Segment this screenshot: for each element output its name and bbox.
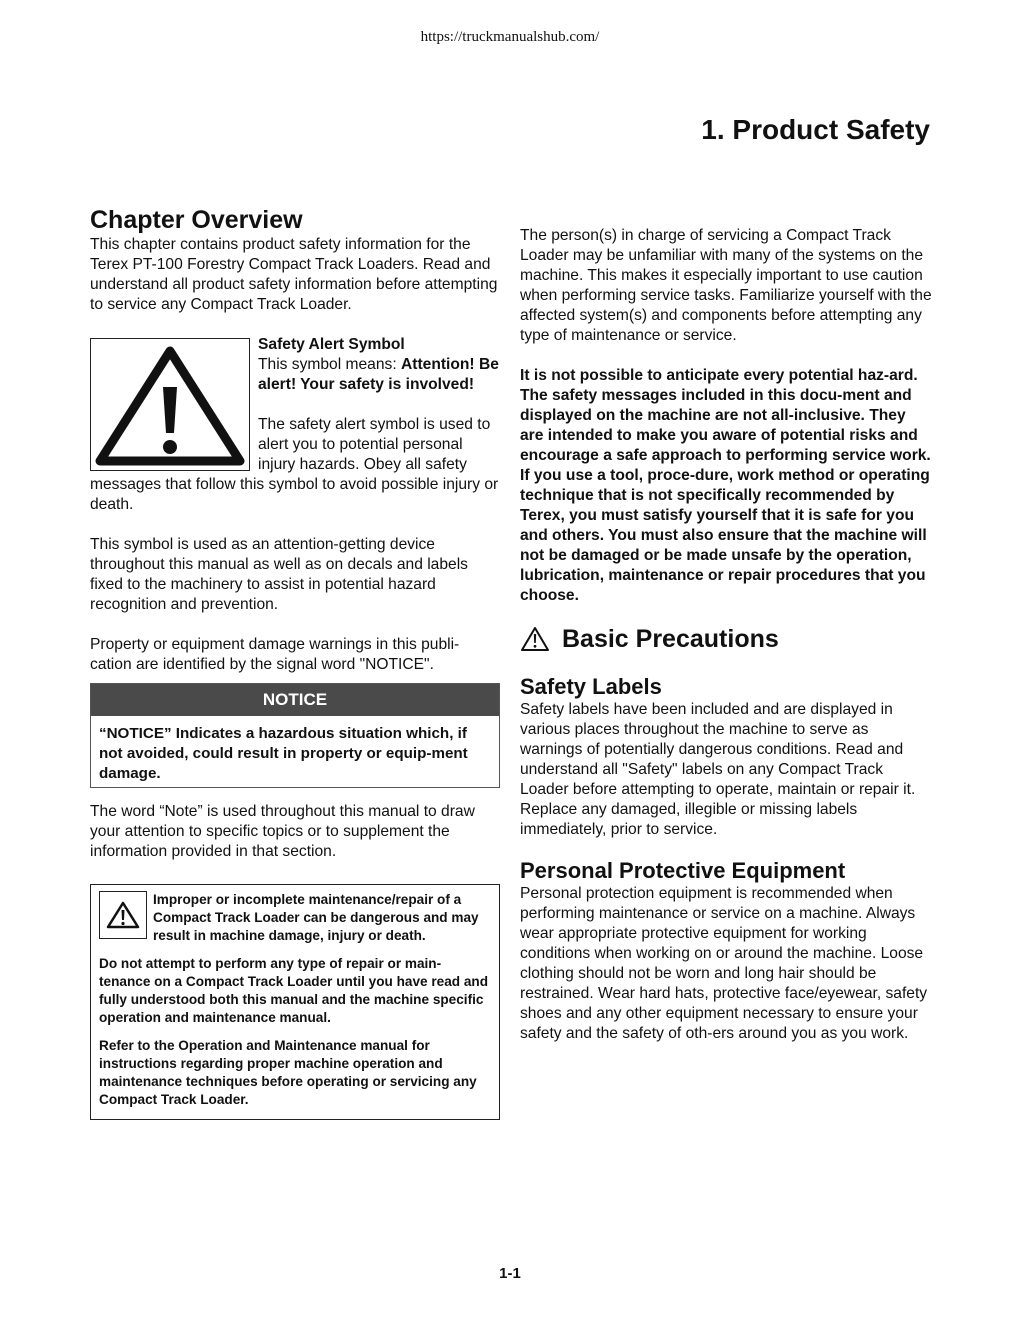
warning-triangle-icon xyxy=(520,626,550,652)
safety-labels-heading: Safety Labels xyxy=(520,674,662,699)
notice-body: “NOTICE” Indicates a hazardous situation which, if not avoided, could result in property or equip-ment damage. xyxy=(99,725,468,782)
safety-alert-description: The safety alert symbol is used to alert you to potential personal injury hazards. Obey all safety messages that follow this symbol to avoid possible injury or death. xyxy=(90,416,499,513)
basic-precautions-heading: Basic Precautions xyxy=(562,625,779,653)
safety-alert-section xyxy=(90,335,500,515)
safety-alert-symbol-box xyxy=(90,338,250,471)
page-number: 1-1 xyxy=(499,1265,521,1282)
warning-icon-box xyxy=(99,891,147,939)
chapter-overview-heading: Chapter Overview xyxy=(90,206,303,234)
page-title: 1. Product Safety xyxy=(701,114,930,145)
property-warning-text: Property or equipment damage warnings in this publi-cation are identified by the signal word "NOTICE". xyxy=(90,636,460,673)
ppe-text: Personal protection equipment is recommended when performing maintenance or service on a machine. Always wear appropriate protective equipment for working conditions when working on or around the machine. Loose clothing should not be worn and long hair should be restrained. Wear hard hats, protective face/eyewear, safety shoes and any other equipment necessary to ensure your safety and the safety of oth-ers around you as you work. xyxy=(520,885,928,1042)
warning-paragraph-1: Do not attempt to perform any type of repair or main-tenance on a Compact Track Loader until you have read and fully understood both this manual and the machine specific operation and maintenance manual. xyxy=(99,956,489,1025)
safety-alert-title: Safety Alert Symbol xyxy=(258,336,405,353)
warning-triangle-icon xyxy=(105,900,141,930)
left-column xyxy=(90,205,500,1120)
warning-box xyxy=(90,884,500,1120)
safety-labels-text: Safety labels have been included and are displayed in various places throughout the machine to serve as warnings of potentially dangerous conditions. Read and understand all "Safety" labels on any Compact Track Loader before attempting to operate, maintain or repair it. Replace any damaged, illegible or missing labels immediately, prior to service. xyxy=(520,701,916,838)
ppe-heading: Personal Protective Equipment xyxy=(520,858,846,883)
servicing-paragraph: The person(s) in charge of servicing a Compact Track Loader may be unfamiliar with many of the systems on the machine. This makes it especially important to use caution when performing service tasks. Familiarize yourself with the affected system(s) and components before attempting any type of maintenance or service. xyxy=(520,227,932,344)
symbol-usage-text: This symbol is used as an attention-getting device throughout this manual as well as on decals and labels fixed to the machinery to assist in potential hazard recognition and prevention. xyxy=(90,536,468,613)
right-column xyxy=(520,226,932,1044)
warning-triangle-icon xyxy=(94,343,246,467)
notice-box xyxy=(90,683,500,788)
chapter-intro: This chapter contains product safety information for the Terex PT-100 Forestry Compact Track Loaders. Read and understand all product safety information before attempting to service any Compact Track Loader. xyxy=(90,236,498,313)
warning-paragraph-2: Refer to the Operation and Maintenance manual for instructions regarding proper machine operation and maintenance techniques before operating or servicing any Compact Track Loader. xyxy=(99,1038,477,1107)
notice-header: NOTICE xyxy=(91,684,499,716)
note-usage-text: The word “Note” is used throughout this manual to draw your attention to specific topics or to supplement the information provided in that section. xyxy=(90,803,475,860)
basic-precautions-heading-row xyxy=(520,624,932,654)
warning-lead: Improper or incomplete maintenance/repair of a Compact Track Loader can be dangerous and may result in machine damage, injury or death. xyxy=(153,892,479,943)
safety-alert-meaning: This symbol means: Attention! Be alert! Your safety is involved! xyxy=(258,356,499,393)
header-url: https://truckmanualshub.com/ xyxy=(420,29,600,45)
anticipate-hazard-paragraph: It is not possible to anticipate every potential haz-ard. The safety messages included in this docu-ment and displayed on the machine are not all-inclusive. They are intended to make you aware of potential risks and encourage a safe approach to performing service work. If you use a tool, proce-dure, work method or operating technique that is not specifically recommended by Terex, you must satisfy yourself that it is safe for you and others. You must also ensure that the machine will not be damaged or be made unsafe by the operation, lubrication, maintenance or repair procedures that you choose. xyxy=(520,367,931,604)
